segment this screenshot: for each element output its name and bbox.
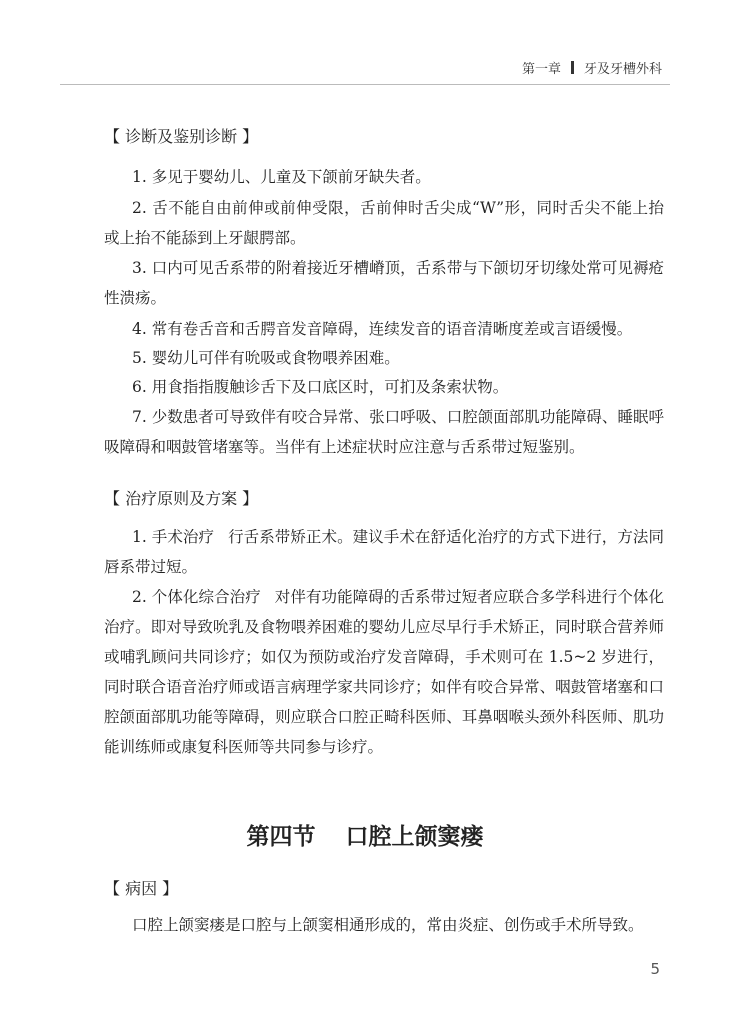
header-separator [571,61,574,74]
diagnosis-item-3: 3. 口内可见舌系带的附着接近牙槽嵴顶，舌系带与下颌切牙切缘处常可见褥疮性溃疡。 [104,259,664,307]
header-rule [60,84,670,85]
diagnosis-heading: 【 诊断及鉴别诊断 】 [104,127,259,146]
treatment-item-1: 1. 手术治疗 行舌系带矫正术。建议手术在舒适化治疗的方式下进行，方法同唇系带过短。 [104,528,664,576]
treatment-item-2: 2. 个体化综合治疗 对伴有功能障碍的舌系带过短者应联合多学科进行个体化治疗。即对导致吮乳及食物喂养困难的婴幼儿应尽早行手术矫正，同时联合营养师或哺乳顾问共同诊疗；如仅为预防或治疗发音障碍，手术则可在 1.5~2 岁进行，同时联合语音治疗师或语言病理学家共同诊疗；如伴有咬合异常、咽鼓管堵塞和口腔颌面部肌功能等障碍，则应联合口腔正畸科医师、耳鼻咽喉头颈外科医师、肌功能训练师或康复科医师等共同参与诊疗。 [104,588,664,756]
diagnosis-item-1: 1. 多见于婴幼儿、儿童及下颌前牙缺失者。 [132,168,431,186]
etiology-text: 口腔上颌窦瘘是口腔与上颌窦相通形成的，常由炎症、创伤或手术所导致。 [132,916,644,934]
diagnosis-item-5: 5. 婴幼儿可伴有吮吸或食物喂养困难。 [132,349,400,367]
etiology-heading: 【 病因 】 [104,879,179,898]
diagnosis-item-2: 2. 舌不能自由前伸或前伸受限，舌前伸时舌尖成“W”形，同时舌尖不能上抬或上抬不能舔到上牙龈腭部。 [104,199,664,247]
section-name: 口腔上颌窦瘘 [345,824,484,850]
treatment-heading: 【 治疗原则及方案 】 [104,489,259,508]
running-header [522,58,662,77]
chapter-label: 第一章 [521,62,561,77]
page-number: 5 [650,960,660,978]
section-number: 第四节 [246,824,316,850]
section-title [0,818,730,851]
chapter-title: 牙及牙槽外科 [583,62,662,77]
diagnosis-item-7: 7. 少数患者可导致伴有咬合异常、张口呼吸、口腔颌面部肌功能障碍、睡眠呼吸障碍和咽鼓管堵塞等。当伴有上述症状时应注意与舌系带过短鉴别。 [104,408,664,456]
diagnosis-item-6: 6. 用食指指腹触诊舌下及口底区时，可扪及条索状物。 [132,378,509,396]
diagnosis-item-4: 4. 常有卷舌音和舌腭音发音障碍，连续发音的语音清晰度差或言语缓慢。 [132,320,633,338]
